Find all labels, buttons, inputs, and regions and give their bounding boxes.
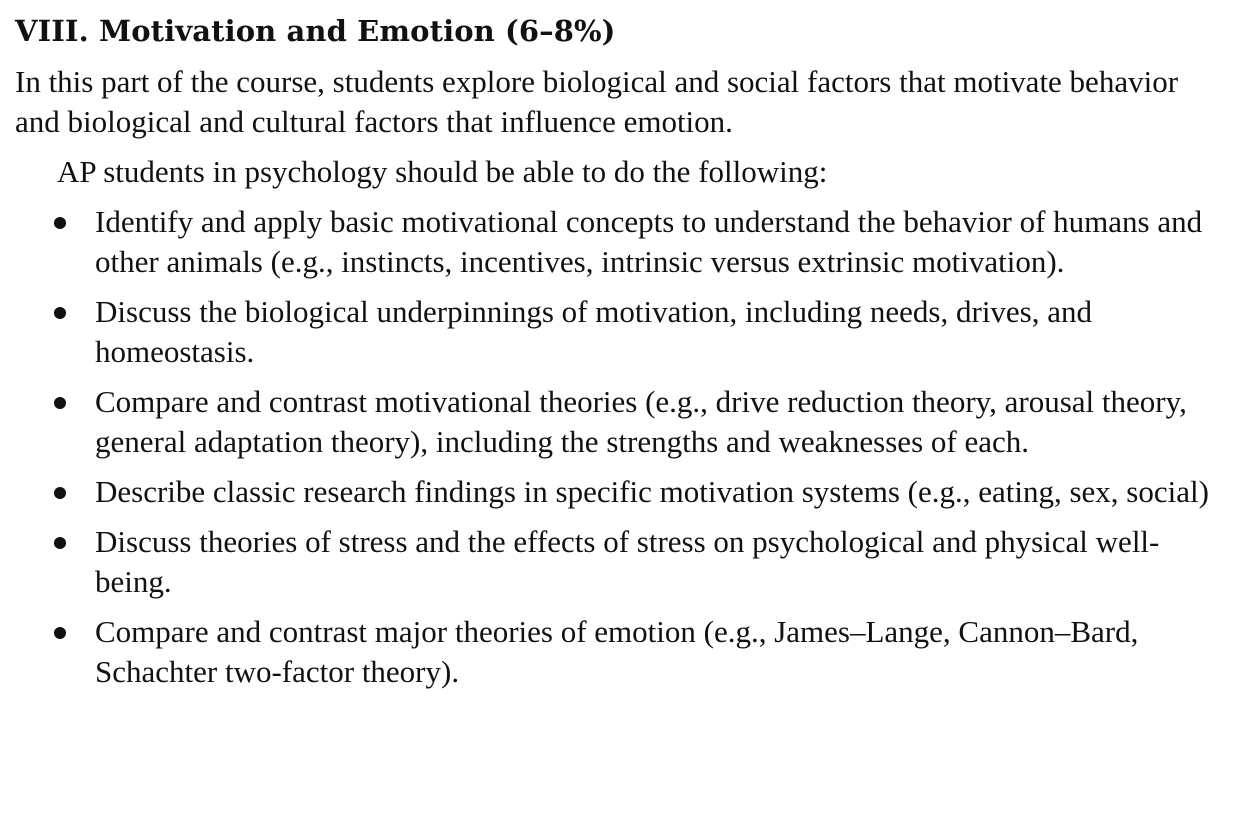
objective-item [0, 382, 1228, 462]
objective-text: Discuss theories of stress and the effects of stress on psychological and physical well-being. [95, 524, 1160, 599]
bullet-icon [54, 397, 66, 409]
objective-text: Compare and contrast motivational theories (e.g., drive reduction theory, arousal theory, general adaptation theory), including the strengths and weaknesses of each. [95, 384, 1187, 459]
objective-item [0, 522, 1228, 602]
bullet-icon [54, 487, 66, 499]
bullet-icon [54, 217, 66, 229]
objective-text: Describe classic research findings in specific motivation systems (e.g., eating, sex, social) [95, 474, 1209, 509]
objective-text: Identify and apply basic motivational concepts to understand the behavior of humans and other animals (e.g., instincts, incentives, intrinsic versus extrinsic motivation). [95, 204, 1203, 279]
objectives-list [0, 202, 1238, 702]
objective-item [0, 472, 1228, 512]
bullet-icon [54, 627, 66, 639]
section-intro: In this part of the course, students explore biological and social factors that motivate behavior and biological and cultural factors that influence emotion. [15, 64, 1179, 139]
objective-text: Compare and contrast major theories of emotion (e.g., James–Lange, Cannon–Bard, Schachter two-factor theory). [95, 614, 1139, 689]
objective-text: Discuss the biological underpinnings of motivation, including needs, drives, and homeostasis. [95, 294, 1093, 369]
objective-item [0, 292, 1228, 372]
objective-item [0, 612, 1228, 692]
objective-item [0, 202, 1228, 282]
section-heading: VIII. Motivation and Emotion (6–8%) [15, 14, 616, 48]
bullet-icon [54, 307, 66, 319]
bullet-icon [54, 537, 66, 549]
objectives-lead: AP students in psychology should be able to do the following: [57, 154, 828, 189]
